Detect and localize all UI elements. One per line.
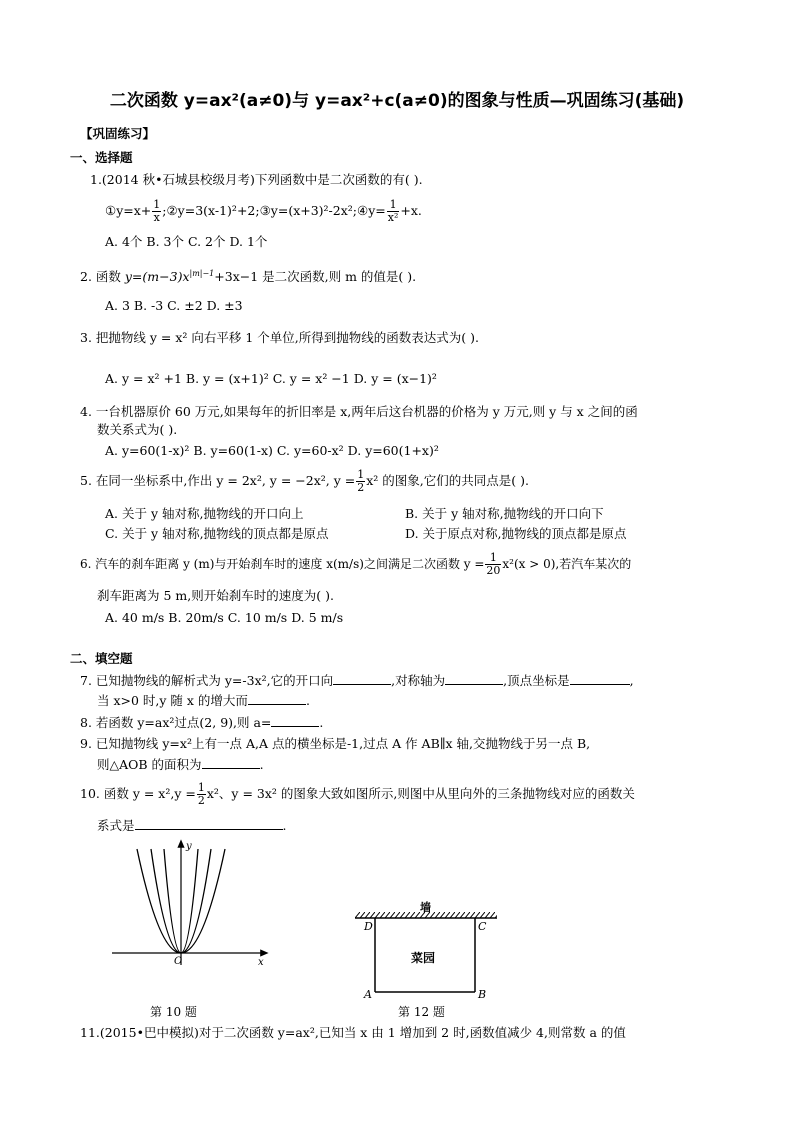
q1-choices: A. 4个 B. 3个 C. 2个 D. 1个 <box>105 234 268 249</box>
q5-choice-a: A. 关于 y 轴对称,抛物线的开口向上 <box>105 506 304 521</box>
q1-stem: 1.(2014 秋•石城县校级月考)下列函数中是二次函数的有( ). <box>90 172 423 187</box>
q8: 8. 若函数 y=ax²过点(2, 9),则 a= . <box>80 715 324 730</box>
q2-choices: A. 3 B. -3 C. ±2 D. ±3 <box>105 298 243 313</box>
q7-blank-1[interactable] <box>333 672 391 685</box>
q5-choice-b: B. 关于 y 轴对称,抛物线的开口向下 <box>405 506 604 521</box>
q4-line2: 数关系式为( ). <box>97 422 178 437</box>
q8-blank[interactable] <box>271 714 319 727</box>
q4-line1: 4. 一台机器原价 60 万元,如果每年的折旧率是 x,两年后这台机器的价格为 y 万元,则 y 与 x 之间的函 <box>80 404 638 419</box>
q9-blank[interactable] <box>202 756 260 769</box>
origin-label: O <box>174 956 183 967</box>
q3-stem: 3. 把抛物线 y = x² 向右平移 1 个单位,所得到抛物线的函数表达式为( ). <box>80 330 479 345</box>
q9-line2: 则△AOB 的面积为 . <box>97 757 264 772</box>
q11: 11.(2015•巴中模拟)对于二次函数 y=ax²,已知当 x 由 1 增加到 2 时,函数值减少 4,则常数 a 的值 <box>80 1025 626 1040</box>
figure-12-caption: 第 12 题 <box>398 1005 445 1019</box>
q6-line2: 刹车距离为 5 m,则开始刹车时的速度为( ). <box>97 588 334 603</box>
q1-options <box>105 193 422 229</box>
garden-label: 菜园 <box>411 951 436 965</box>
q10-fraction: $\frac{1}{2}$ <box>197 781 205 807</box>
q1-fraction-1: $\frac{1}{x}$ <box>153 198 161 224</box>
figure-10-caption: 第 10 题 <box>150 1005 197 1019</box>
x-axis-label: x <box>258 957 264 968</box>
q1-fraction-4: $\frac{1}{\text{x²}}$ <box>387 198 399 224</box>
q10-blank[interactable] <box>135 817 283 830</box>
q10-line1: 10. 函数 y = x²,y = $\frac{1}{2}$ x²、y = 3x² 的图象大致如图所示,则图中从里向外的三条抛物线对应的函数关 <box>80 781 635 807</box>
figure-12-garden <box>345 900 505 1000</box>
section-fill-heading: 二、填空题 <box>70 651 133 666</box>
page-title: 二次函数 y=ax²(a≠0)与 y=ax²+c(a≠0)的图象与性质—巩固练习(基础) <box>109 91 685 111</box>
q1-options-middle: ;②y=3(x-1)²+2;③y=(x+3)²-2x²;④y= <box>162 203 386 218</box>
q7-blank-4[interactable] <box>248 692 306 705</box>
q10-line2: 系式是 . <box>97 818 287 833</box>
y-axis-label: y <box>186 841 192 852</box>
q4-choices: A. y=60(1-x)² B. y=60(1-x) C. y=60-x² D. y=60(1+x)² <box>105 443 439 458</box>
q6-stem: 6. 汽车的刹车距离 y (m)与开始刹车时的速度 x(m/s)之间满足二次函数 y = $\frac{1}{20}$ x²(x > 0),若汽车某次的 <box>80 551 632 577</box>
q5-fraction: $\frac{1}{2}$ <box>357 468 365 494</box>
q2-stem: 2. 函数 $y=(m-3)x^{|m|-1}+3x-1$ 是二次函数,则 m 的值是( ). <box>80 269 417 285</box>
q6-choices: A. 40 m/s B. 20m/s C. 10 m/s D. 5 m/s <box>105 610 344 625</box>
figure-10-parabolas <box>100 835 275 970</box>
point-a-label: A <box>364 988 372 1000</box>
q3-choices: A. y = x² +1 B. y = (x+1)² C. y = x² −1 D. y = (x−1)² <box>105 371 437 386</box>
q7-blank-3[interactable] <box>570 672 630 685</box>
q6-fraction: $\frac{1}{20}$ <box>486 551 501 577</box>
q7-line2: 当 x>0 时,y 随 x 的增大而 . <box>97 693 310 708</box>
q1-option-1: ①y=x+ <box>105 203 152 218</box>
q5-stem: 5. 在同一坐标系中,作出 y = 2x², y = −2x², y = $\frac{1}{2}$ x² 的图象,它们的共同点是( ). <box>80 468 529 494</box>
q7-blank-2[interactable] <box>445 672 503 685</box>
section-choice-heading: 一、选择题 <box>70 150 133 165</box>
section-tag: 【巩固练习】 <box>80 126 156 141</box>
point-c-label: C <box>478 920 487 933</box>
q1-option-4-tail: +x. <box>400 203 422 218</box>
point-b-label: B <box>478 988 487 1000</box>
q5-choice-d: D. 关于原点对称,抛物线的顶点都是原点 <box>405 526 627 541</box>
q5-choice-c: C. 关于 y 轴对称,抛物线的顶点都是原点 <box>105 526 329 541</box>
q7-line1: 7. 已知抛物线的解析式为 y=-3x²,它的开口向 ,对称轴为 ,顶点坐标是 , <box>80 673 634 688</box>
point-d-label: D <box>364 920 373 933</box>
wall-label: 墙 <box>420 901 431 914</box>
q9-line1: 9. 已知抛物线 y=x²上有一点 A,A 点的横坐标是-1,过点 A 作 AB∥x 轴,交抛物线于另一点 B, <box>80 736 591 751</box>
